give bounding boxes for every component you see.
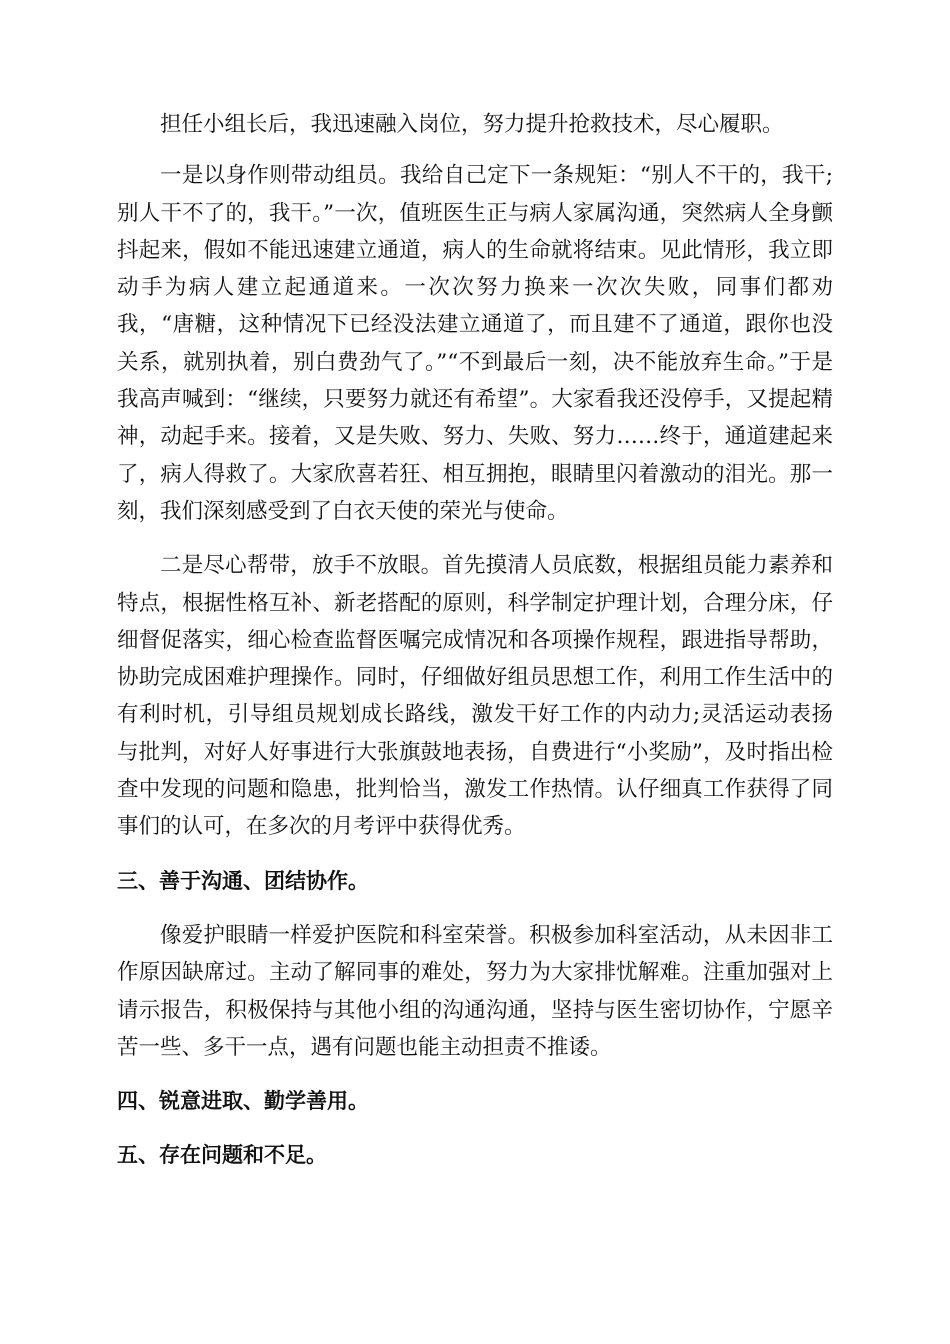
paragraph-intro: 担任小组长后，我迅速融入岗位，努力提升抢救技术，尽心履职。 [160, 112, 784, 137]
paragraph-communication: 像爱护眼睛一样爱护医院和科室荣誉。积极参加科室活动，从未因非工作原因缺席过。主动了解同事的难处，努力为大家排忧解难。注重加强对上请示报告，积极保持与其他小组的沟通沟通，坚持与医生密切协作，宁愿辛苦一些、多干一点，遇有问题也能主动担责不推诿。 [117, 922, 833, 1060]
section-heading-learning: 四、锐意进取、勤学善用。 [117, 1089, 369, 1114]
section-heading-problems: 五、存在问题和不足。 [117, 1143, 327, 1168]
document-body [117, 106, 833, 1189]
paragraph-lead-by-example: 一是以身作则带动组员。我给自己定下一条规矩：“别人不干的，我干;别人干不了的，我干。”一次，值班医生正与病人家属沟通，突然病人全身颤抖起来，假如不能迅速建立通道，病人的生命就将结束。见此情形，我立即动手为病人建立起通道来。一次次努力换来一次次失败，同事们都劝我，“唐糖，这种情况下已经没法建立通道了，而且建不了通道，跟你也没关系，就别执着，别白费劲气了。”“不到最后一刻，决不能放弃生命。”于是我高声喊到：“继续，只要努力就还有希望”。大家看我还没停手，又提起精神，动起手来。接着，又是失败、努力、失败、努力……终于，通道建起来了，病人得救了。大家欣喜若狂、相互拥抱，眼睛里闪着激动的泪光。那一刻，我们深刻感受到了白衣天使的荣光与使命。 [117, 163, 833, 524]
section-heading-communication: 三、善于沟通、团结协作。 [117, 868, 369, 893]
paragraph-mentoring: 二是尽心帮带，放手不放眼。首先摸清人员底数，根据组员能力素养和特点，根据性格互补、新老搭配的原则，科学制定护理计划，合理分床，仔细督促落实，细心检查监督医嘱完成情况和各项操作规程，跟进指导帮助，协助完成困难护理操作。同时，仔细做好组员思想工作，利用工作生活中的有利时机，引导组员规划成长路线，激发干好工作的内动力;灵活运动表扬与批判，对好人好事进行大张旗鼓地表扬，自费进行“小奖励”，及时指出检查中发现的问题和隐患，批判恰当，激发工作热情。认仔细真工作获得了同事们的认可，在多次的月考评中获得优秀。 [117, 553, 833, 840]
